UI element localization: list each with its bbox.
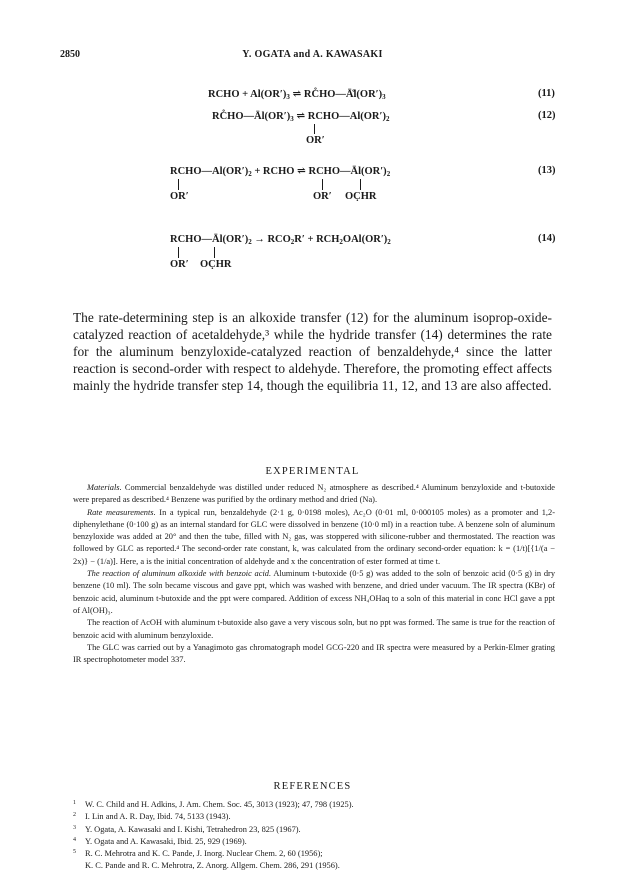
materials-head: Materials.: [87, 483, 122, 492]
experimental-heading: EXPERIMENTAL: [265, 466, 360, 477]
body-paragraph: The rate-determining step is an alkoxide transfer (12) for the aluminum isoprop-oxide-catalyzed reaction of acetaldehyde,³ while the hydride transfer (14) determines the rate for the aluminum benzyloxide-catalyzed reaction of benzaldehyde,⁴ since the latter reaction is second-order with respect to aldehyde. Therefore, the promoting effect affects mainly the hydride transfer step 14, though the equilibria 11, 12, and 13 are also affected.: [73, 310, 552, 393]
alkoxide-head: The reaction of aluminum alkoxide with benzoic acid.: [87, 569, 272, 579]
rate-text: In a typical run, benzaldehyde (2·1 g, 0·0198 moles), Ac₂O (0·01 ml, 0·000105 moles) as a promoter and 1,2-diphenylethane (0·100 g) as an internal standard for GLC were dissolved in benzene (10·0 ml) in a reaction tube. A benzene soln of aluminum benzyloxide was added at 20° and then the tube, filled with N₂ gas, was stoppered with silicone-rubber and thermostated. The reaction was followed by GLC as reported.⁴ The second-order rate constant, k, was calculated from the ordinary second-order equation: k = (1/t)[{1/(a − 2x)} − (1/a)]. Here, a is the initial concentration of aldehyde and x the concentration of ester formed at time t.: [73, 507, 556, 566]
rate-paragraph: [73, 507, 555, 568]
equation-number-11: (11): [538, 88, 555, 99]
references-heading: REFERENCES: [273, 781, 352, 792]
equation-14-substituent-b: OC̣HR: [200, 259, 232, 270]
bond-line: [314, 124, 315, 134]
reference-item: 1 W. C. Child and H. Adkins, J. Am. Chem. Soc. 45, 3013 (1923); 47, 798 (1925).: [73, 800, 354, 809]
reference-item: 4 Y. Ogata and A. Kawasaki, Ibid. 25, 929 (1969).: [73, 836, 247, 846]
equation-14: $RCHO—Āl(OR')_2 \to RCO_2R' + RCH_2OAl(OR')_2$: [170, 234, 391, 246]
materials-text: Commercial benzaldehyde was distilled under reduced N₂ atmosphere as described.⁴ Aluminum benzyloxide and t-butoxide were prepared as described.⁴ Benzene was purified by the ordinary method and dried (Na).: [73, 483, 555, 505]
acoh-paragraph: The reaction of AcOH with aluminum t-butoxide also gave a very viscous soln, but no ppt was formed. The same is true for the reaction of benzoic acid with aluminum benzyloxide.: [73, 618, 555, 640]
equation-11: RCHO + $Al(OR')_3$ ⇌ $RC̊HO—Ā̊l(OR')_3$: [208, 89, 386, 101]
equation-13: $RCHO—Al(OR')_2$ + RCHO ⇌ $RCHO—Āl(OR')_2$: [170, 166, 391, 178]
reference-item: 5 R. C. Mehrotra and K. C. Pande, J. Inorg. Nuclear Chem. 2, 60 (1956);: [73, 849, 323, 859]
bond-line: [360, 179, 361, 190]
reference-item: 3 Y. Ogata, A. Kawasaki and I. Kishi, Tetrahedron 23, 825 (1967).: [73, 824, 301, 834]
rate-head: Rate measurements.: [87, 507, 156, 517]
alkoxide-paragraph: [73, 568, 555, 617]
glc-paragraph: The GLC was carried out by a Yanagimoto gas chromatograph model GCG-220 and IR spectra were measured by a Perkin-Elmer grating IR spectrophotometer model 337.: [73, 642, 555, 665]
equation-14-substituent-a: OR′: [170, 259, 189, 270]
bond-line: [214, 247, 215, 258]
equation-number-14: (14): [538, 233, 556, 244]
materials-paragraph: [73, 482, 555, 507]
references-list: [73, 799, 553, 873]
equation-number-13: (13): [538, 165, 556, 176]
page-number: 2850: [60, 49, 80, 60]
equation-12: $RC̊HO—Āl(OR')_3$ ⇌ $RCHO—Al(OR')_2$: [212, 111, 390, 123]
equation-12-substituent: OR′: [306, 135, 325, 146]
bond-line: [322, 179, 323, 190]
equation-number-12: (12): [538, 110, 556, 121]
equation-13-substituent-c: OC̣HR: [345, 191, 377, 202]
running-title: Y. OGATA and A. KAWASAKI: [242, 49, 383, 60]
equation-13-substituent-a: OR′: [170, 191, 189, 202]
bond-line: [178, 247, 179, 258]
reference-item: 2 I. Lin and A. R. Day, Ibid. 74, 5133 (1943).: [73, 812, 231, 822]
experimental-section: [73, 482, 555, 666]
alkoxide-text: Aluminum t-butoxide (0·5 g) was added to the soln of benzoic acid (0·5 g) in dry benzene (10 ml). The soln became viscous and gave ppt, which was washed with benzene, and dried under vacuum. The IR spectra (KBr) of benzoic acid, aluminum t-butoxide and the ppt were compared. Addition of excess NH₄OHaq to a soln of this material in conc HCl gave a ppt of Al(OH)₃.: [73, 569, 556, 615]
equation-13-substituent-b: OR′: [313, 191, 332, 202]
reference-item: K. C. Pande and R. C. Mehrotra, Z. Anorg. Allgem. Chem. 286, 291 (1956).: [85, 861, 340, 871]
bond-line: [178, 179, 179, 190]
